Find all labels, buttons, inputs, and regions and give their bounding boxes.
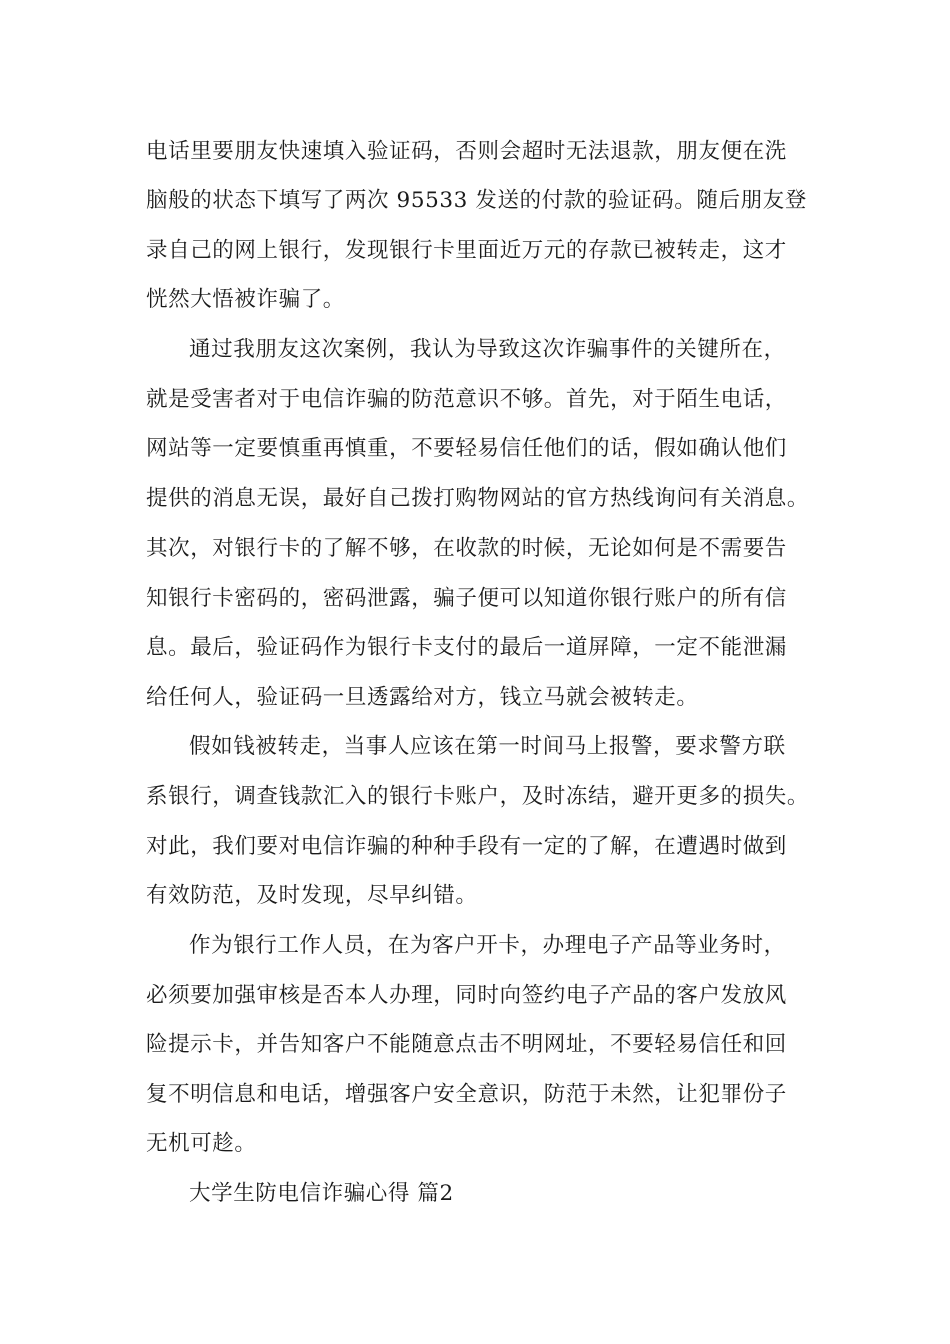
section-heading: 大学生防电信诈骗心得 篇2: [189, 1181, 454, 1206]
paragraph-2-line-1: 通过我朋友这次案例，我认为导致这次诈骗事件的关键所在，: [189, 337, 786, 362]
paragraph-3-line-3: 对此，我们要对电信诈骗的种种手段有一定的了解，在遭遇时做到: [146, 834, 787, 859]
paragraph-1-line-4: 恍然大悟被诈骗了。: [146, 287, 345, 312]
paragraph-4-line-4: 复不明信息和电话，增强客户安全意识，防范于未然，让犯罪份子: [146, 1082, 787, 1107]
paragraph-2-line-4: 提供的消息无误，最好自己拨打购物网站的官方热线询问有关消息。: [146, 486, 810, 511]
paragraph-2-line-3: 网站等一定要慎重再慎重，不要轻易信任他们的话，假如确认他们: [146, 436, 787, 461]
paragraph-1-line-3: 录自己的网上银行，发现银行卡里面近万元的存款已被转走，这才: [146, 238, 787, 263]
paragraph-2-line-5: 其次，对银行卡的了解不够，在收款的时候，无论如何是不需要告: [146, 536, 787, 561]
paragraph-3-line-1: 假如钱被转走，当事人应该在第一时间马上报警，要求警方联: [189, 734, 786, 759]
paragraph-3-line-4: 有效防范，及时发现，尽早纠错。: [146, 883, 478, 908]
paragraph-2-line-6: 知银行卡密码的，密码泄露，骗子便可以知道你银行账户的所有信: [146, 586, 787, 611]
paragraph-2-line-2: 就是受害者对于电信诈骗的防范意识不够。首先，对于陌生电话，: [146, 387, 787, 412]
paragraph-2-line-7: 息。最后，验证码作为银行卡支付的最后一道屏障，一定不能泄漏: [146, 635, 787, 660]
paragraph-1-line-2: 脑般的状态下填写了两次 95533 发送的付款的验证码。随后朋友登: [146, 188, 807, 213]
paragraph-2-line-8: 给任何人，验证码一旦透露给对方，钱立马就会被转走。: [146, 685, 699, 710]
paragraph-4-line-1: 作为银行工作人员，在为客户开卡，办理电子产品等业务时，: [189, 933, 786, 958]
paragraph-4-line-2: 必须要加强审核是否本人办理，同时向签约电子产品的客户发放风: [146, 983, 787, 1008]
paragraph-4-line-3: 险提示卡，并告知客户不能随意点击不明网址，不要轻易信任和回: [146, 1032, 787, 1057]
paragraph-1-line-1: 电话里要朋友快速填入验证码，否则会超时无法退款，朋友便在洗: [146, 139, 787, 164]
paragraph-3-line-2: 系银行，调查钱款汇入的银行卡账户，及时冻结，避开更多的损失。: [146, 784, 810, 809]
paragraph-4-line-5: 无机可趁。: [146, 1131, 257, 1156]
